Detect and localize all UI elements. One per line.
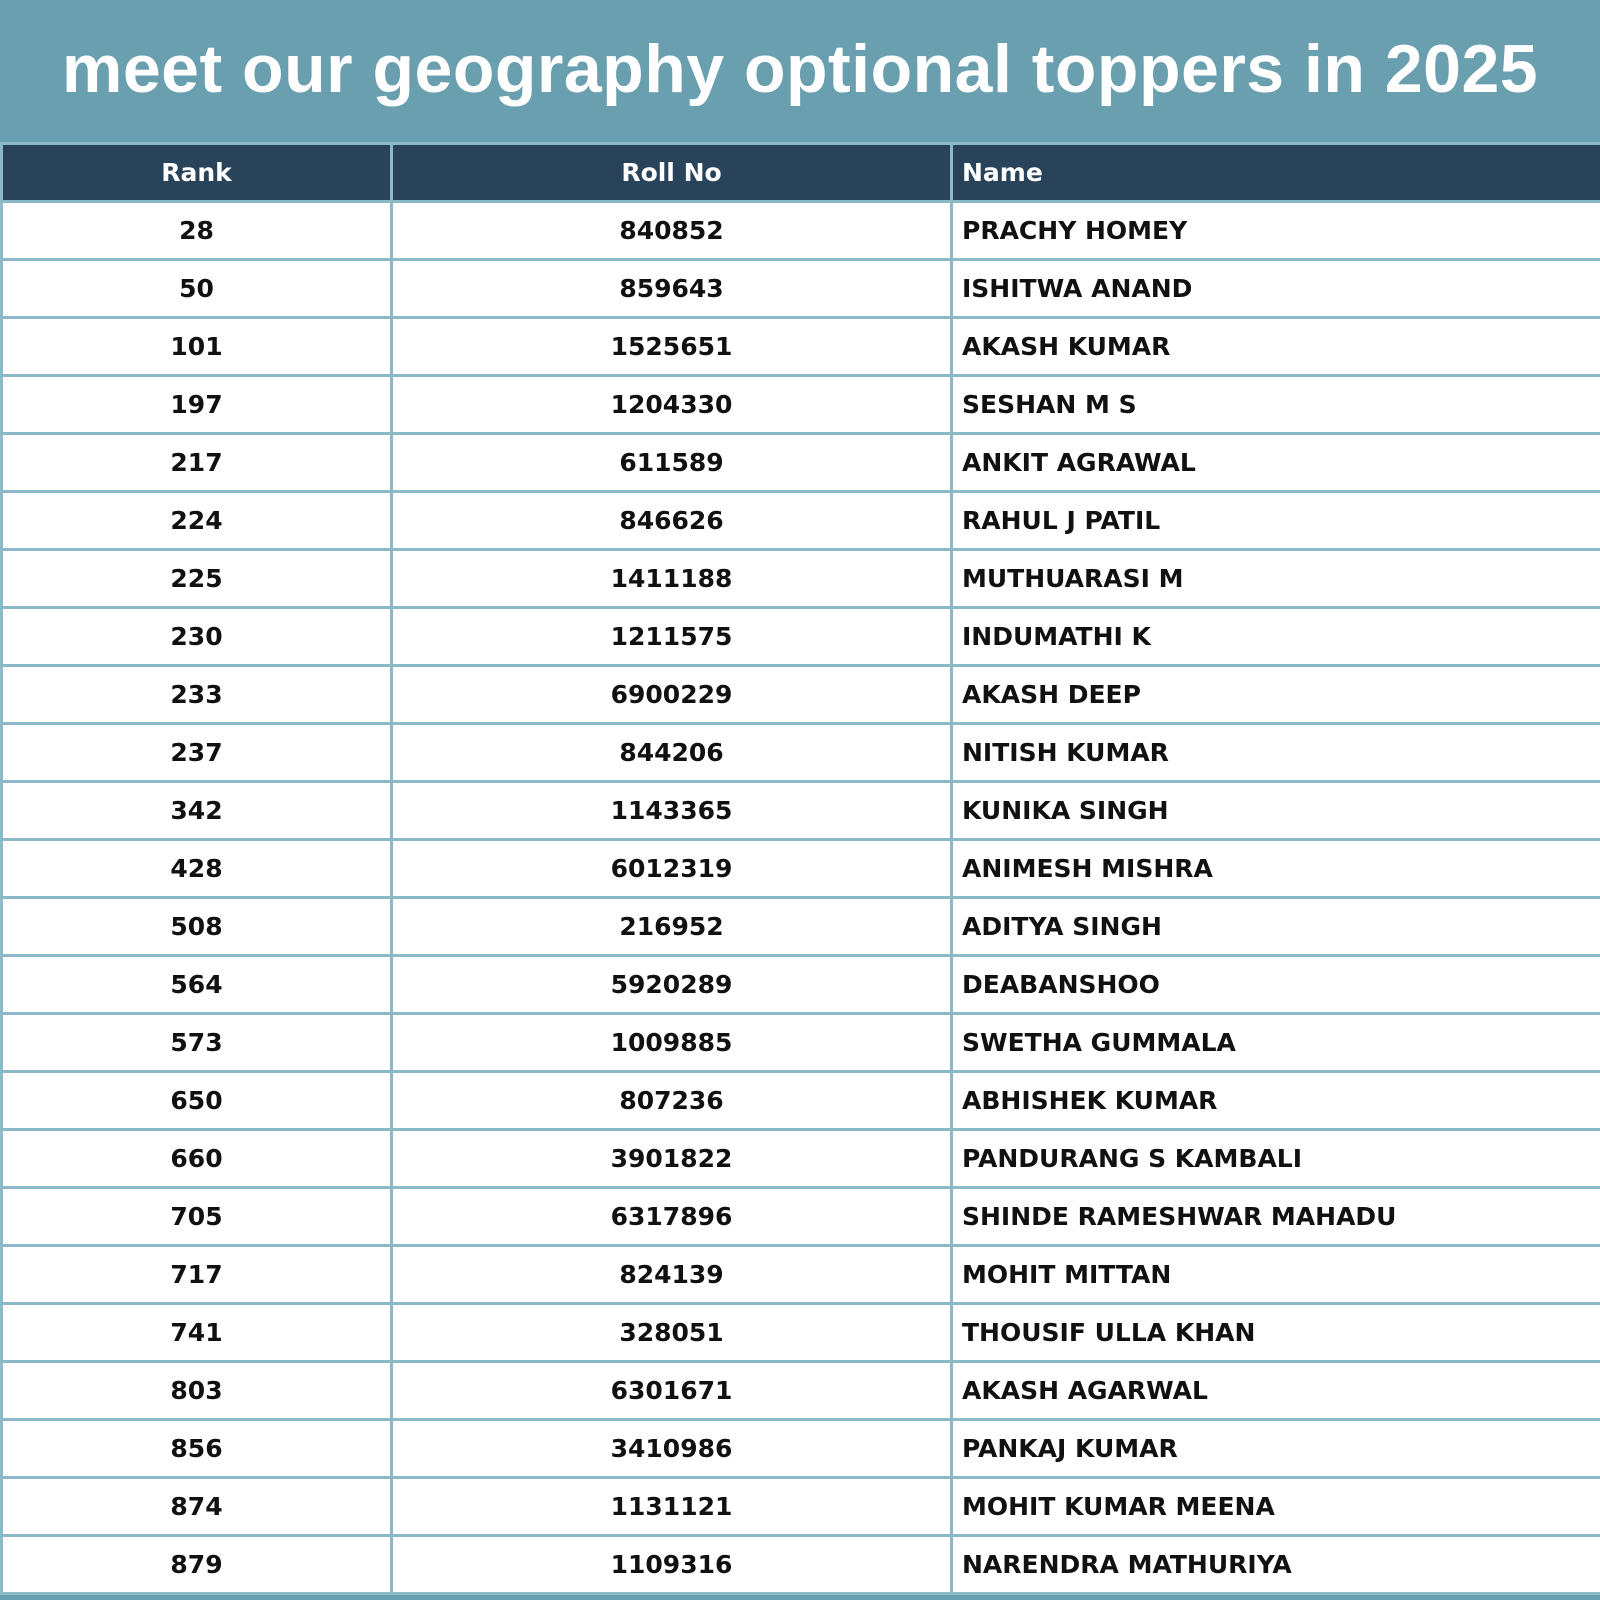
- name-cell: THOUSIF ULLA KHAN: [952, 1304, 1600, 1362]
- name-cell: ADITYA SINGH: [952, 898, 1600, 956]
- rank-cell: 879: [2, 1536, 392, 1594]
- table-row: [2, 202, 1600, 260]
- name-cell: PRACHY HOMEY: [952, 202, 1600, 260]
- table-row: [2, 1188, 1600, 1246]
- table-row: [2, 840, 1600, 898]
- table-row: [2, 1478, 1600, 1536]
- rank-cell: 874: [2, 1478, 392, 1536]
- table-row: [2, 376, 1600, 434]
- roll-no-cell: 3901822: [392, 1130, 952, 1188]
- table-row: [2, 1420, 1600, 1478]
- name-cell: MOHIT KUMAR MEENA: [952, 1478, 1600, 1536]
- roll-no-cell: 6900229: [392, 666, 952, 724]
- table-row: [2, 898, 1600, 956]
- roll-no-cell: 216952: [392, 898, 952, 956]
- roll-no-cell: 824139: [392, 1246, 952, 1304]
- roll-no-cell: 840852: [392, 202, 952, 260]
- rank-cell: 224: [2, 492, 392, 550]
- roll-no-cell: 1131121: [392, 1478, 952, 1536]
- table-row: [2, 1246, 1600, 1304]
- name-cell: RAHUL J PATIL: [952, 492, 1600, 550]
- table-row: [2, 1130, 1600, 1188]
- roll-no-cell: 807236: [392, 1072, 952, 1130]
- rank-cell: 741: [2, 1304, 392, 1362]
- page-title: meet our geography optional toppers in 2025: [61, 31, 1539, 107]
- rank-cell: 225: [2, 550, 392, 608]
- rank-cell: 342: [2, 782, 392, 840]
- name-cell: SWETHA GUMMALA: [952, 1014, 1600, 1072]
- rank-cell: 233: [2, 666, 392, 724]
- roll-no-cell: 328051: [392, 1304, 952, 1362]
- name-cell: DEABANSHOO: [952, 956, 1600, 1014]
- name-cell: SESHAN M S: [952, 376, 1600, 434]
- rank-cell: 660: [2, 1130, 392, 1188]
- table-row: [2, 434, 1600, 492]
- roll-no-cell: 6012319: [392, 840, 952, 898]
- rank-cell: 237: [2, 724, 392, 782]
- rank-cell: 508: [2, 898, 392, 956]
- table-row: [2, 550, 1600, 608]
- title-banner: [0, 0, 1600, 142]
- name-cell: ISHITWA ANAND: [952, 260, 1600, 318]
- roll-no-cell: 6301671: [392, 1362, 952, 1420]
- table-row: [2, 1072, 1600, 1130]
- table-row: [2, 1536, 1600, 1594]
- rank-cell: 573: [2, 1014, 392, 1072]
- rank-cell: 717: [2, 1246, 392, 1304]
- column-header-roll-no: Roll No: [392, 144, 952, 202]
- roll-no-cell: 1109316: [392, 1536, 952, 1594]
- table-body: [2, 202, 1600, 1594]
- column-header-rank: Rank: [2, 144, 392, 202]
- name-cell: AKASH KUMAR: [952, 318, 1600, 376]
- roll-no-cell: 611589: [392, 434, 952, 492]
- rank-cell: 217: [2, 434, 392, 492]
- table-row: [2, 666, 1600, 724]
- roll-no-cell: 5920289: [392, 956, 952, 1014]
- roll-no-cell: 3410986: [392, 1420, 952, 1478]
- name-cell: MUTHUARASI M: [952, 550, 1600, 608]
- roll-no-cell: 6317896: [392, 1188, 952, 1246]
- name-cell: AKASH AGARWAL: [952, 1362, 1600, 1420]
- table-row: [2, 956, 1600, 1014]
- rank-cell: 230: [2, 608, 392, 666]
- column-header-name: Name: [952, 144, 1600, 202]
- name-cell: PANKAJ KUMAR: [952, 1420, 1600, 1478]
- name-cell: SHINDE RAMESHWAR MAHADU: [952, 1188, 1600, 1246]
- table-row: [2, 260, 1600, 318]
- roll-no-cell: 859643: [392, 260, 952, 318]
- roll-no-cell: 1204330: [392, 376, 952, 434]
- roll-no-cell: 1411188: [392, 550, 952, 608]
- table-row: [2, 492, 1600, 550]
- roll-no-cell: 1211575: [392, 608, 952, 666]
- name-cell: KUNIKA SINGH: [952, 782, 1600, 840]
- table-row: [2, 724, 1600, 782]
- name-cell: MOHIT MITTAN: [952, 1246, 1600, 1304]
- name-cell: AKASH DEEP: [952, 666, 1600, 724]
- table-row: [2, 1304, 1600, 1362]
- rank-cell: 650: [2, 1072, 392, 1130]
- name-cell: ABHISHEK KUMAR: [952, 1072, 1600, 1130]
- rank-cell: 197: [2, 376, 392, 434]
- roll-no-cell: 844206: [392, 724, 952, 782]
- roll-no-cell: 1009885: [392, 1014, 952, 1072]
- rank-cell: 428: [2, 840, 392, 898]
- roll-no-cell: 1525651: [392, 318, 952, 376]
- name-cell: INDUMATHI K: [952, 608, 1600, 666]
- name-cell: NARENDRA MATHURIYA: [952, 1536, 1600, 1594]
- roll-no-cell: 1143365: [392, 782, 952, 840]
- table-row: [2, 1014, 1600, 1072]
- toppers-table: [0, 142, 1600, 1595]
- table-row: [2, 608, 1600, 666]
- rank-cell: 101: [2, 318, 392, 376]
- roll-no-cell: 846626: [392, 492, 952, 550]
- rank-cell: 28: [2, 202, 392, 260]
- rank-cell: 856: [2, 1420, 392, 1478]
- rank-cell: 705: [2, 1188, 392, 1246]
- name-cell: PANDURANG S KAMBALI: [952, 1130, 1600, 1188]
- name-cell: ANIMESH MISHRA: [952, 840, 1600, 898]
- name-cell: ANKIT AGRAWAL: [952, 434, 1600, 492]
- table-header-row: [2, 144, 1600, 202]
- rank-cell: 564: [2, 956, 392, 1014]
- rank-cell: 50: [2, 260, 392, 318]
- table-row: [2, 318, 1600, 376]
- table-row: [2, 782, 1600, 840]
- table-row: [2, 1362, 1600, 1420]
- rank-cell: 803: [2, 1362, 392, 1420]
- name-cell: NITISH KUMAR: [952, 724, 1600, 782]
